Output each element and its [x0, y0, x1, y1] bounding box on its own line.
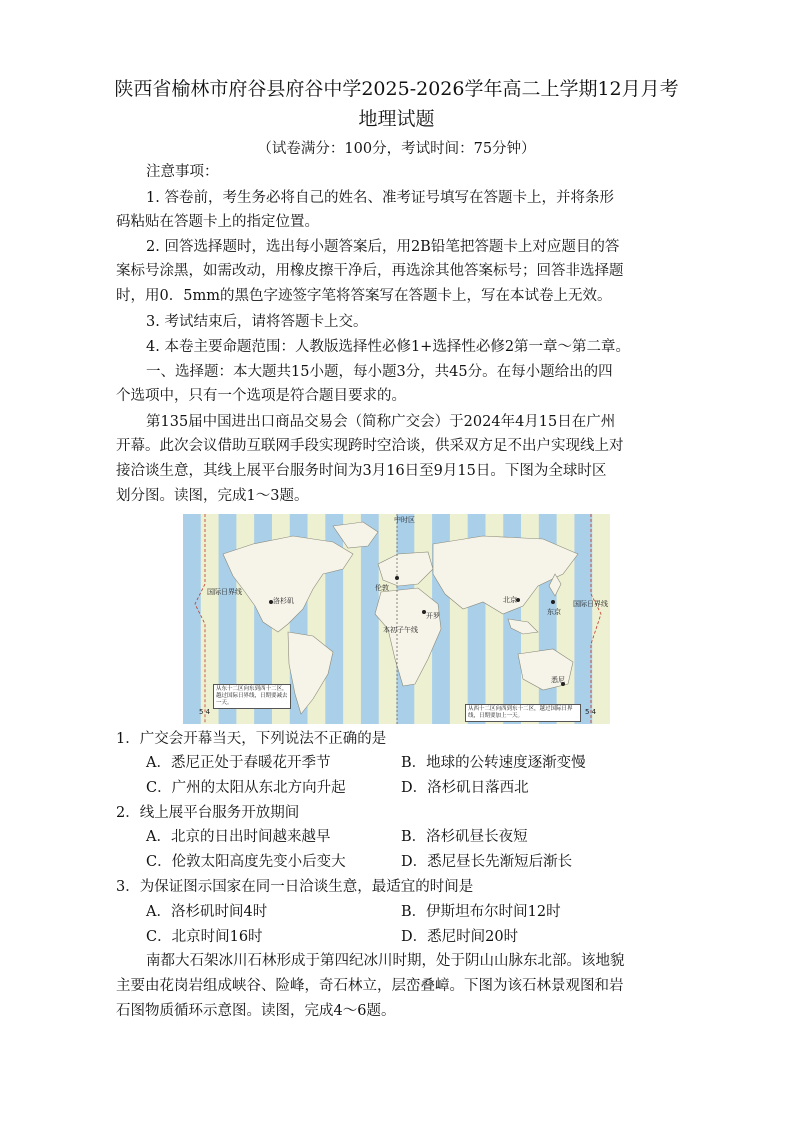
question-option: D．洛杉矶日落西北: [401, 780, 529, 796]
passage-line: 南都大石架冰川石林形成于第四纪冰川时期，处于阴山山脉东北部。该地貌: [146, 953, 625, 969]
sydney-label: 悉尼: [551, 676, 565, 684]
question-option: B．地球的公转速度逐渐变慢: [401, 755, 586, 771]
question-option: C．伦敦太阳高度先变小后变大: [146, 854, 346, 870]
tokyo-dot: [551, 600, 555, 604]
passage-line: 石图物质循环示意图。读图，完成4～6题。: [116, 1003, 396, 1019]
notice-line: 码粘贴在答题卡上的指定位置。: [116, 214, 319, 230]
date-line-note-left: 从东十二区向东到西十二区，越过国际日界线，日期要减去一天。: [213, 684, 291, 709]
notice-heading: 注意事项：: [146, 164, 219, 180]
notice-line: 案标号涂黑，如需改动，用橡皮擦干净后，再选涂其他答案标号；回答非选择题: [116, 263, 624, 279]
beijing-label: 北京: [503, 596, 517, 604]
notice-line: 时，用0．5mm的黑色字迹签字笔将答案写在答题卡上，写在本试卷上无效。: [116, 288, 612, 304]
exam-subject: 地理试题: [358, 108, 435, 130]
passage-line: 接洽谈生意，其线上展平台服务时间为3月16日至9月15日。下图为全球时区: [116, 463, 607, 479]
passage-line: 划分图。读图，完成1～3题。: [116, 488, 309, 504]
time-zone-stripe: [183, 514, 201, 724]
date-line-left-label: 国际日界线: [207, 588, 242, 596]
section-heading: 一、选择题：本大题共15小题，每小题3分，共45分。在每小题给出的四: [146, 364, 613, 380]
question-option: A．洛杉矶时间4时: [146, 904, 268, 920]
notice-line: 3. 考试结束后，请将答题卡上交。: [146, 314, 368, 330]
notice-line: 2. 回答选择题时，选出每小题答案后，用2B铅笔把答题卡上对应题目的答: [146, 239, 620, 255]
time-zone-stripe: [592, 514, 610, 724]
question-stem: 1．广交会开幕当天，下列说法不正确的是: [116, 731, 387, 747]
london-dot: [395, 576, 399, 580]
question-stem: 3．为保证图示国家在同一日洽谈生意，最适宜的时间是: [116, 879, 474, 895]
time-zone-stripe: [557, 514, 575, 724]
prime-meridian-label: 本初子午线: [383, 626, 418, 634]
score-time-info: （试卷满分：100分，考试时间：75分钟）: [257, 141, 536, 157]
world-time-zone-map: [183, 514, 610, 724]
tokyo-label: 东京: [547, 608, 561, 616]
los-angeles-label: 洛杉矶: [273, 597, 294, 605]
question-option: D．悉尼昼长先渐短后渐长: [401, 854, 573, 870]
passage-line: 第135届中国进出口商品交易会（简称广交会）于2024年4月15日在广州: [146, 414, 616, 430]
london-label: 伦敦: [375, 584, 389, 592]
question-option: C．广州的太阳从东北方向升起: [146, 780, 346, 796]
question-option: D．悉尼时间20时: [401, 929, 519, 945]
date-line-note-right: 从西十二区向西到东十二区，越过国际日界线，日期要加上一天。: [465, 704, 581, 722]
passage-line: 开幕。此次会议借助互联网手段实现跨时空洽谈，供采双方足不出户实现线上对: [116, 438, 624, 454]
central-zone-label: 中时区: [394, 516, 415, 524]
question-option: A．北京的日出时间越来越早: [146, 829, 331, 845]
question-option: B．伊斯坦布尔时间12时: [401, 904, 561, 920]
exam-title: 陕西省榆林市府谷县府谷中学2025-2026学年高二上学期12月月考: [114, 78, 679, 100]
notice-line: 4. 本卷主要命题范围：人教版选择性必修1+选择性必修2第一章～第二章。: [146, 339, 631, 355]
notice-line: 1. 答卷前，考生务必将自己的姓名、准考证号填写在答题卡上，并将条形: [146, 190, 614, 206]
question-option: C．北京时间16时: [146, 929, 263, 945]
question-option: B．洛杉矶昼长夜短: [401, 829, 528, 845]
corner-label-right: 5 4: [585, 708, 597, 716]
passage-line: 主要由花岗岩组成峡谷、险峰，奇石林立，层峦叠嶂。下图为该石林景观图和岩: [116, 978, 624, 994]
question-option: A．悉尼正处于春暖花开季节: [146, 755, 331, 771]
corner-label-left: 5 4: [199, 708, 211, 716]
time-zone-stripe: [574, 514, 592, 724]
question-stem: 2．线上展平台服务开放期间: [116, 805, 300, 821]
date-line-right-label: 国际日界线: [573, 600, 608, 608]
cairo-label: 开罗: [426, 612, 440, 620]
section-heading-cont: 个选项中，只有一个选项是符合题目要求的。: [116, 388, 406, 404]
